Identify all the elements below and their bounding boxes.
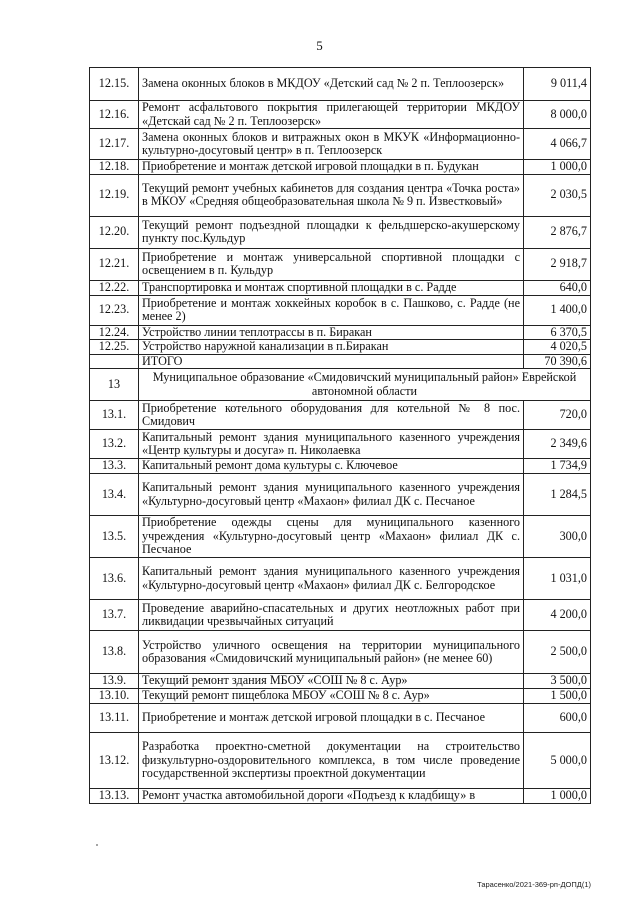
table-row — [90, 354, 591, 369]
table-row — [90, 369, 591, 401]
row-amount: 640,0 — [524, 280, 591, 295]
row-number: 13.6. — [90, 558, 139, 600]
row-description: Капитальный ремонт здания муниципального казенного учреждения «Центр культуры и досуга» п. Николаевка — [139, 430, 524, 459]
row-description: Транспортировка и монтаж спортивной площадки в с. Радде — [139, 280, 524, 295]
table-row — [90, 430, 591, 459]
page-number: 5 — [316, 38, 323, 53]
row-number — [90, 354, 139, 369]
row-number: 12.19. — [90, 174, 139, 216]
row-amount: 2 349,6 — [524, 430, 591, 459]
row-amount: 1 284,5 — [524, 474, 591, 516]
row-amount: 4 020,5 — [524, 340, 591, 355]
row-description: ИТОГО — [139, 354, 524, 369]
row-description: Капитальный ремонт дома культуры с. Ключевое — [139, 459, 524, 474]
section-title: Муниципальное образование «Смидовичский муниципальный район» Еврейской автономной области — [139, 369, 591, 401]
row-number: 12.24. — [90, 325, 139, 340]
row-number: 13.8. — [90, 631, 139, 674]
row-amount: 1 734,9 — [524, 459, 591, 474]
row-amount: 6 370,5 — [524, 325, 591, 340]
row-number: 13.12. — [90, 733, 139, 789]
table-row — [90, 558, 591, 600]
table-row — [90, 516, 591, 558]
row-amount: 1 000,0 — [524, 789, 591, 804]
row-description: Замена оконных блоков и витражных окон в МКУК «Информационно-культурно-досуговый центр» в п. Теплоозерск — [139, 129, 524, 160]
row-number: 13.5. — [90, 516, 139, 558]
table-row — [90, 160, 591, 175]
table-row — [90, 325, 591, 340]
row-number: 13.10. — [90, 689, 139, 704]
table-row — [90, 704, 591, 733]
row-amount: 1 000,0 — [524, 160, 591, 175]
row-number: 12.18. — [90, 160, 139, 175]
table-row — [90, 789, 591, 804]
row-amount: 1 400,0 — [524, 295, 591, 325]
row-amount: 4 200,0 — [524, 600, 591, 631]
row-description: Ремонт асфальтового покрытия прилегающей территории МКДОУ «Детскай сад № 2 п. Теплоозерск» — [139, 101, 524, 129]
row-amount: 1 031,0 — [524, 558, 591, 600]
row-amount: 4 066,7 — [524, 129, 591, 160]
row-number: 13.2. — [90, 430, 139, 459]
row-number: 12.22. — [90, 280, 139, 295]
row-amount: 300,0 — [524, 516, 591, 558]
row-description: Капитальный ремонт здания муниципального казенного учреждения «Культурно-досуговый центр «Махаон» филиал ДК с. Песчаное — [139, 474, 524, 516]
row-number: 13.1. — [90, 401, 139, 430]
table-row — [90, 295, 591, 325]
row-description: Текущий ремонт учебных кабинетов для создания центра «Точка роста» в МКОУ «Средняя общеобразовательная школа № 9 п. Известковый» — [139, 174, 524, 216]
row-number: 13.9. — [90, 674, 139, 689]
row-amount: 5 000,0 — [524, 733, 591, 789]
row-description: Устройство наружной канализации в п.Биракан — [139, 340, 524, 355]
row-description: Текущий ремонт пищеблока МБОУ «СОШ № 8 с. Аур» — [139, 689, 524, 704]
row-description: Приобретение и монтаж детской игровой площадки в с. Песчаное — [139, 704, 524, 733]
row-amount: 2 918,7 — [524, 248, 591, 280]
row-description: Приобретение и монтаж детской игровой площадки в п. Будукан — [139, 160, 524, 175]
row-number: 13.13. — [90, 789, 139, 804]
row-number: 12.20. — [90, 216, 139, 248]
row-description: Капитальный ремонт здания муниципального казенного учреждения «Культурно-досуговый центр «Махаон» филиал ДК с. Белгородское — [139, 558, 524, 600]
row-number: 12.23. — [90, 295, 139, 325]
row-number: 12.25. — [90, 340, 139, 355]
table-row — [90, 474, 591, 516]
row-description: Проведение аварийно-спасательных и других неотложных работ при ликвидации чрезвычайных ситуаций — [139, 600, 524, 631]
row-number: 12.15. — [90, 68, 139, 101]
scan-speck — [96, 844, 98, 846]
row-amount: 9 011,4 — [524, 68, 591, 101]
table-row — [90, 248, 591, 280]
row-amount: 1 500,0 — [524, 689, 591, 704]
row-description: Приобретение и монтаж хоккейных коробок в с. Пашково, с. Радде (не менее 2) — [139, 295, 524, 325]
row-description: Устройство линии теплотрассы в п. Биракан — [139, 325, 524, 340]
table-row — [90, 631, 591, 674]
table-row — [90, 401, 591, 430]
table-row — [90, 459, 591, 474]
table-body — [90, 68, 591, 804]
table-row — [90, 340, 591, 355]
row-amount: 720,0 — [524, 401, 591, 430]
table-row — [90, 101, 591, 129]
row-number: 13 — [90, 369, 139, 401]
table-row — [90, 216, 591, 248]
table-row — [90, 68, 591, 101]
row-description: Ремонт участка автомобильной дороги «Подъезд к кладбищу» в — [139, 789, 524, 804]
row-number: 12.17. — [90, 129, 139, 160]
row-amount: 8 000,0 — [524, 101, 591, 129]
row-amount: 3 500,0 — [524, 674, 591, 689]
table-row — [90, 733, 591, 789]
row-description: Текущий ремонт подъездной площадки к фельдшерско-акушерскому пункту пос.Кульдур — [139, 216, 524, 248]
row-description: Устройство уличного освещения на территории муниципального образования «Смидовичский муниципальный район» (не менее 60) — [139, 631, 524, 674]
footer-reference: Тарасенко/2021-369-рп-ДОПД(1) — [477, 880, 591, 889]
table-row — [90, 674, 591, 689]
row-number: 12.16. — [90, 101, 139, 129]
row-description: Замена оконных блоков в МКДОУ «Детский сад № 2 п. Теплоозерск» — [139, 68, 524, 101]
table-row — [90, 174, 591, 216]
budget-table — [89, 67, 591, 804]
table-row — [90, 280, 591, 295]
row-description: Приобретение и монтаж универсальной спортивной площадки с освещением в п. Кульдур — [139, 248, 524, 280]
row-number: 13.4. — [90, 474, 139, 516]
table-row — [90, 689, 591, 704]
row-amount: 2 876,7 — [524, 216, 591, 248]
row-description: Приобретение одежды сцены для муниципального казенного учреждения «Культурно-досуговый центр «Махаон» филиал ДК с. Песчаное — [139, 516, 524, 558]
table-row — [90, 600, 591, 631]
row-amount: 2 500,0 — [524, 631, 591, 674]
row-description: Текущий ремонт здания МБОУ «СОШ № 8 с. Аур» — [139, 674, 524, 689]
row-amount: 2 030,5 — [524, 174, 591, 216]
table-row — [90, 129, 591, 160]
row-number: 12.21. — [90, 248, 139, 280]
row-description: Приобретение котельного оборудования для котельной № 8 пос. Смидович — [139, 401, 524, 430]
row-amount: 600,0 — [524, 704, 591, 733]
row-number: 13.3. — [90, 459, 139, 474]
row-number: 13.11. — [90, 704, 139, 733]
row-number: 13.7. — [90, 600, 139, 631]
row-description: Разработка проектно-сметной документации на строительство физкультурно-оздоровительного комплекса, в том числе проведение государственной экспертизы проектной документации — [139, 733, 524, 789]
row-amount: 70 390,6 — [524, 354, 591, 369]
